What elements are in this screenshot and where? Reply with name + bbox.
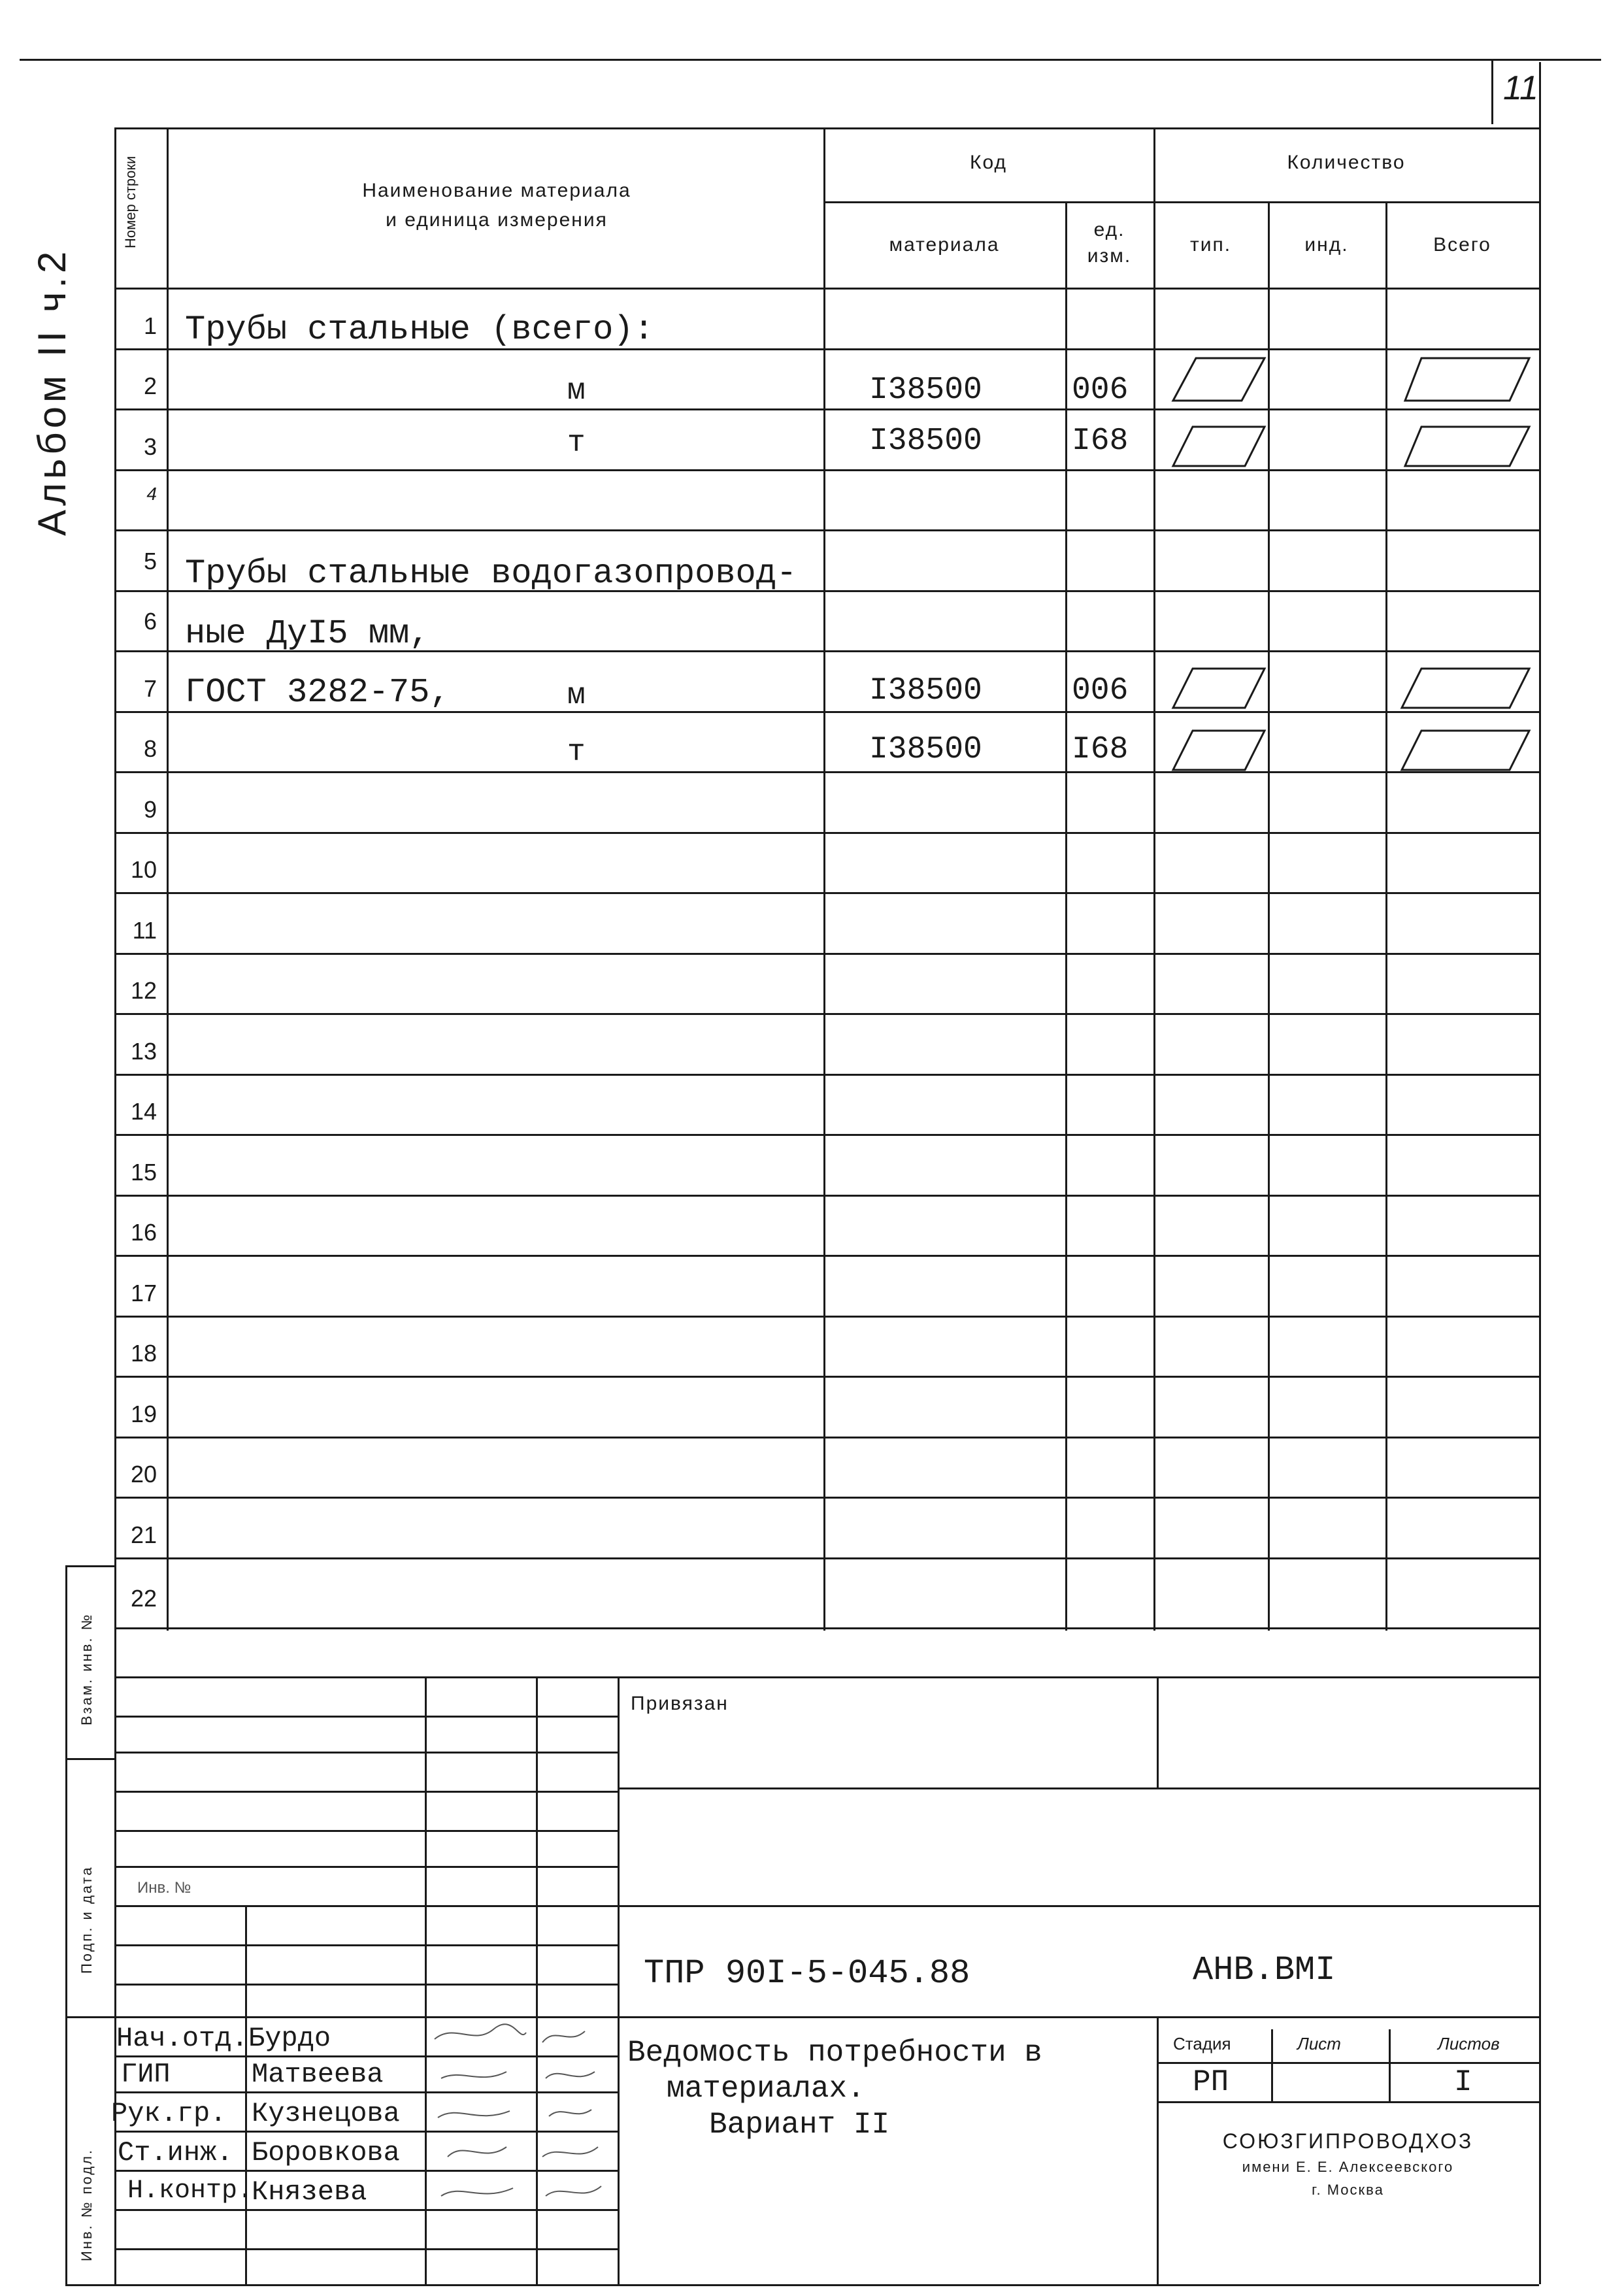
doc-title-line3: Вариант II: [709, 2108, 890, 2142]
row3-unit-code: I68: [1072, 424, 1129, 459]
tb-vert-main: [618, 1676, 620, 2284]
row1-name: Трубы стальные (всего):: [185, 310, 654, 349]
row5-name: Трубы стальные водогазопровод-: [185, 554, 797, 593]
tb-rule: [114, 1676, 1539, 1678]
row-number: 19: [130, 1401, 157, 1427]
row-number: 18: [130, 1340, 157, 1367]
tb-vert-sheet: [1271, 2029, 1273, 2101]
tb-rule: [1157, 2101, 1539, 2103]
row7-unit-code: 006: [1072, 673, 1129, 708]
header-quantity: Количество: [1287, 152, 1406, 173]
sig-rule: [114, 1716, 618, 1718]
row-number: 22: [130, 1585, 157, 1612]
role: ГИП: [121, 2059, 171, 2090]
row-number: 11: [132, 917, 157, 944]
sig-rule: [114, 1791, 618, 1793]
signature-scribbles: [428, 2020, 618, 2216]
header-name-line2: и единица измерения: [386, 209, 608, 231]
sig-col: [425, 1676, 427, 2284]
sheet-box-left: [1491, 59, 1493, 124]
sig-rule: [114, 1752, 618, 1754]
person: Князева: [252, 2176, 367, 2208]
person: Матвеева: [252, 2059, 384, 2090]
row8-unit: т: [567, 735, 586, 769]
row-number: 15: [130, 1159, 157, 1186]
sheet-label: Лист: [1297, 2034, 1341, 2053]
row-rule: [114, 1134, 1539, 1136]
typ-mark-row2: [1173, 358, 1265, 401]
row-number: 9: [143, 796, 157, 823]
tb-vert-privyazan: [1157, 1676, 1159, 1787]
row7-name: ГОСТ 3282-75,: [185, 673, 450, 712]
row-rule: [114, 1557, 1539, 1559]
person: Боровкова: [252, 2137, 400, 2169]
row-number: 14: [130, 1098, 157, 1125]
col-unit: [1065, 201, 1067, 1631]
header-row-number: Номер строки: [122, 156, 139, 248]
tb-rule: [618, 1905, 1539, 1907]
tb-rule: [618, 1787, 1539, 1789]
person: Бурдо: [248, 2023, 331, 2054]
row-number: 10: [130, 856, 157, 883]
right-border: [1539, 62, 1541, 2284]
sheets-label: Листов: [1438, 2034, 1500, 2053]
header-unit-line1: ед.: [1093, 219, 1125, 241]
stage-label: Стадия: [1173, 2034, 1231, 2053]
sig-col: [245, 1905, 247, 2284]
header-mid-rule: [823, 201, 1539, 203]
album-label: Альбом II ч.2: [30, 247, 74, 536]
side-strip-rule: [65, 2016, 114, 2018]
role: Ст.инж.: [118, 2137, 233, 2169]
row-number: 6: [143, 608, 157, 635]
row-rule: [114, 1255, 1539, 1257]
doc-code: ТПР 90I-5-045.88: [644, 1954, 970, 1993]
org-line3: г. Москва: [1312, 2182, 1384, 2198]
tb-rule: [1157, 2062, 1539, 2064]
header-unit-line2: изм.: [1087, 245, 1132, 267]
side-label-inv: Инв. № подл.: [78, 2148, 95, 2261]
header-bottom-rule: [114, 288, 1539, 290]
header-code: Код: [969, 152, 1007, 173]
quantity-marks: [1153, 348, 1539, 786]
row-number: 1: [143, 312, 157, 339]
row3-unit: т: [567, 426, 586, 460]
row-number: 13: [130, 1038, 157, 1065]
header-total: Всего: [1433, 234, 1491, 256]
col-code: [823, 127, 825, 1631]
total-mark-row7: [1402, 669, 1529, 708]
side-strip-left: [65, 1565, 67, 2284]
table-bottom-rule: [114, 1627, 1539, 1629]
sig-rule: [114, 1984, 618, 1986]
bottom-border: [65, 2284, 1539, 2286]
doc-title-line2: материалах.: [667, 2072, 865, 2106]
org-line2: имени Е. Е. Алексеевского: [1242, 2159, 1454, 2175]
typ-mark-row7: [1173, 669, 1265, 708]
row8-unit-code: I68: [1072, 732, 1129, 767]
total-mark-row2: [1405, 358, 1529, 401]
row7-unit: м: [567, 678, 586, 712]
role: Нач.отд.: [116, 2023, 248, 2054]
row-number: 7: [143, 675, 157, 702]
role: Рук.гр.: [111, 2098, 227, 2129]
row-number: 12: [130, 977, 157, 1004]
row-rule: [114, 1074, 1539, 1076]
row-rule: [114, 1013, 1539, 1015]
row-rule: [114, 892, 1539, 894]
row-rule: [114, 953, 1539, 955]
total-mark-row3: [1405, 427, 1529, 466]
stage-value: РП: [1193, 2065, 1229, 2099]
header-name-line1: Наименование материала: [362, 180, 631, 201]
typ-mark-row8: [1173, 731, 1265, 770]
row7-code: I38500: [869, 673, 982, 708]
col-rownum: [167, 127, 169, 1631]
sheet-number: 11: [1503, 69, 1538, 107]
inv-no-label: Инв. №: [137, 1879, 191, 1897]
row-number: 17: [130, 1280, 157, 1306]
side-label-vzam: Взам. инв. №: [78, 1612, 95, 1725]
side-label-podp: Подп. и дата: [78, 1865, 95, 1974]
row-number: 16: [130, 1219, 157, 1246]
row3-code: I38500: [869, 424, 982, 459]
tb-vert-sheets: [1389, 2029, 1391, 2101]
row-number: 5: [143, 548, 157, 574]
doc-mark: АНВ.ВМI: [1193, 1951, 1336, 1989]
doc-title-line1: Ведомость потребности в: [627, 2036, 1042, 2070]
sig-rule: [114, 2248, 618, 2250]
row6-name: ные ДуI5 мм,: [185, 614, 430, 653]
side-strip-rule: [65, 1565, 114, 1567]
row-number: 2: [143, 373, 157, 399]
sheets-value: I: [1454, 2065, 1472, 2099]
person: Кузнецова: [252, 2098, 400, 2129]
org-line1: СОЮЗГИПРОВОДХОЗ: [1222, 2129, 1474, 2153]
row2-code: I38500: [869, 373, 982, 408]
row-number: 21: [130, 1521, 157, 1548]
row-rule: [114, 1497, 1539, 1499]
row-rule: [114, 832, 1539, 834]
row-rule: [114, 1376, 1539, 1378]
sig-rule: [114, 1866, 618, 1868]
side-strip-rule: [65, 1758, 114, 1760]
row2-unit: м: [567, 374, 586, 408]
sig-rule: [114, 1905, 618, 1907]
role: Н.контр.: [127, 2176, 254, 2206]
top-rule: [20, 59, 1601, 61]
row-rule: [114, 1316, 1539, 1318]
sig-rule: [114, 1830, 618, 1832]
privyazan-label: Привязан: [631, 1693, 729, 1714]
row-number: 20: [130, 1461, 157, 1488]
row8-code: I38500: [869, 732, 982, 767]
table-top: [114, 127, 1539, 129]
row2-unit-code: 006: [1072, 373, 1129, 408]
header-ind: инд.: [1304, 234, 1349, 256]
row-number: 4: [146, 484, 157, 504]
sig-rule: [114, 1944, 618, 1946]
total-mark-row8: [1402, 731, 1529, 770]
row-number: 3: [143, 433, 157, 460]
row-rule: [114, 1195, 1539, 1197]
header-typ: тип.: [1189, 234, 1232, 256]
header-material: материала: [889, 234, 1000, 256]
row-number: 8: [143, 735, 157, 762]
typ-mark-row3: [1173, 427, 1265, 466]
row-rule: [114, 1437, 1539, 1438]
tb-rule: [114, 2016, 1539, 2018]
